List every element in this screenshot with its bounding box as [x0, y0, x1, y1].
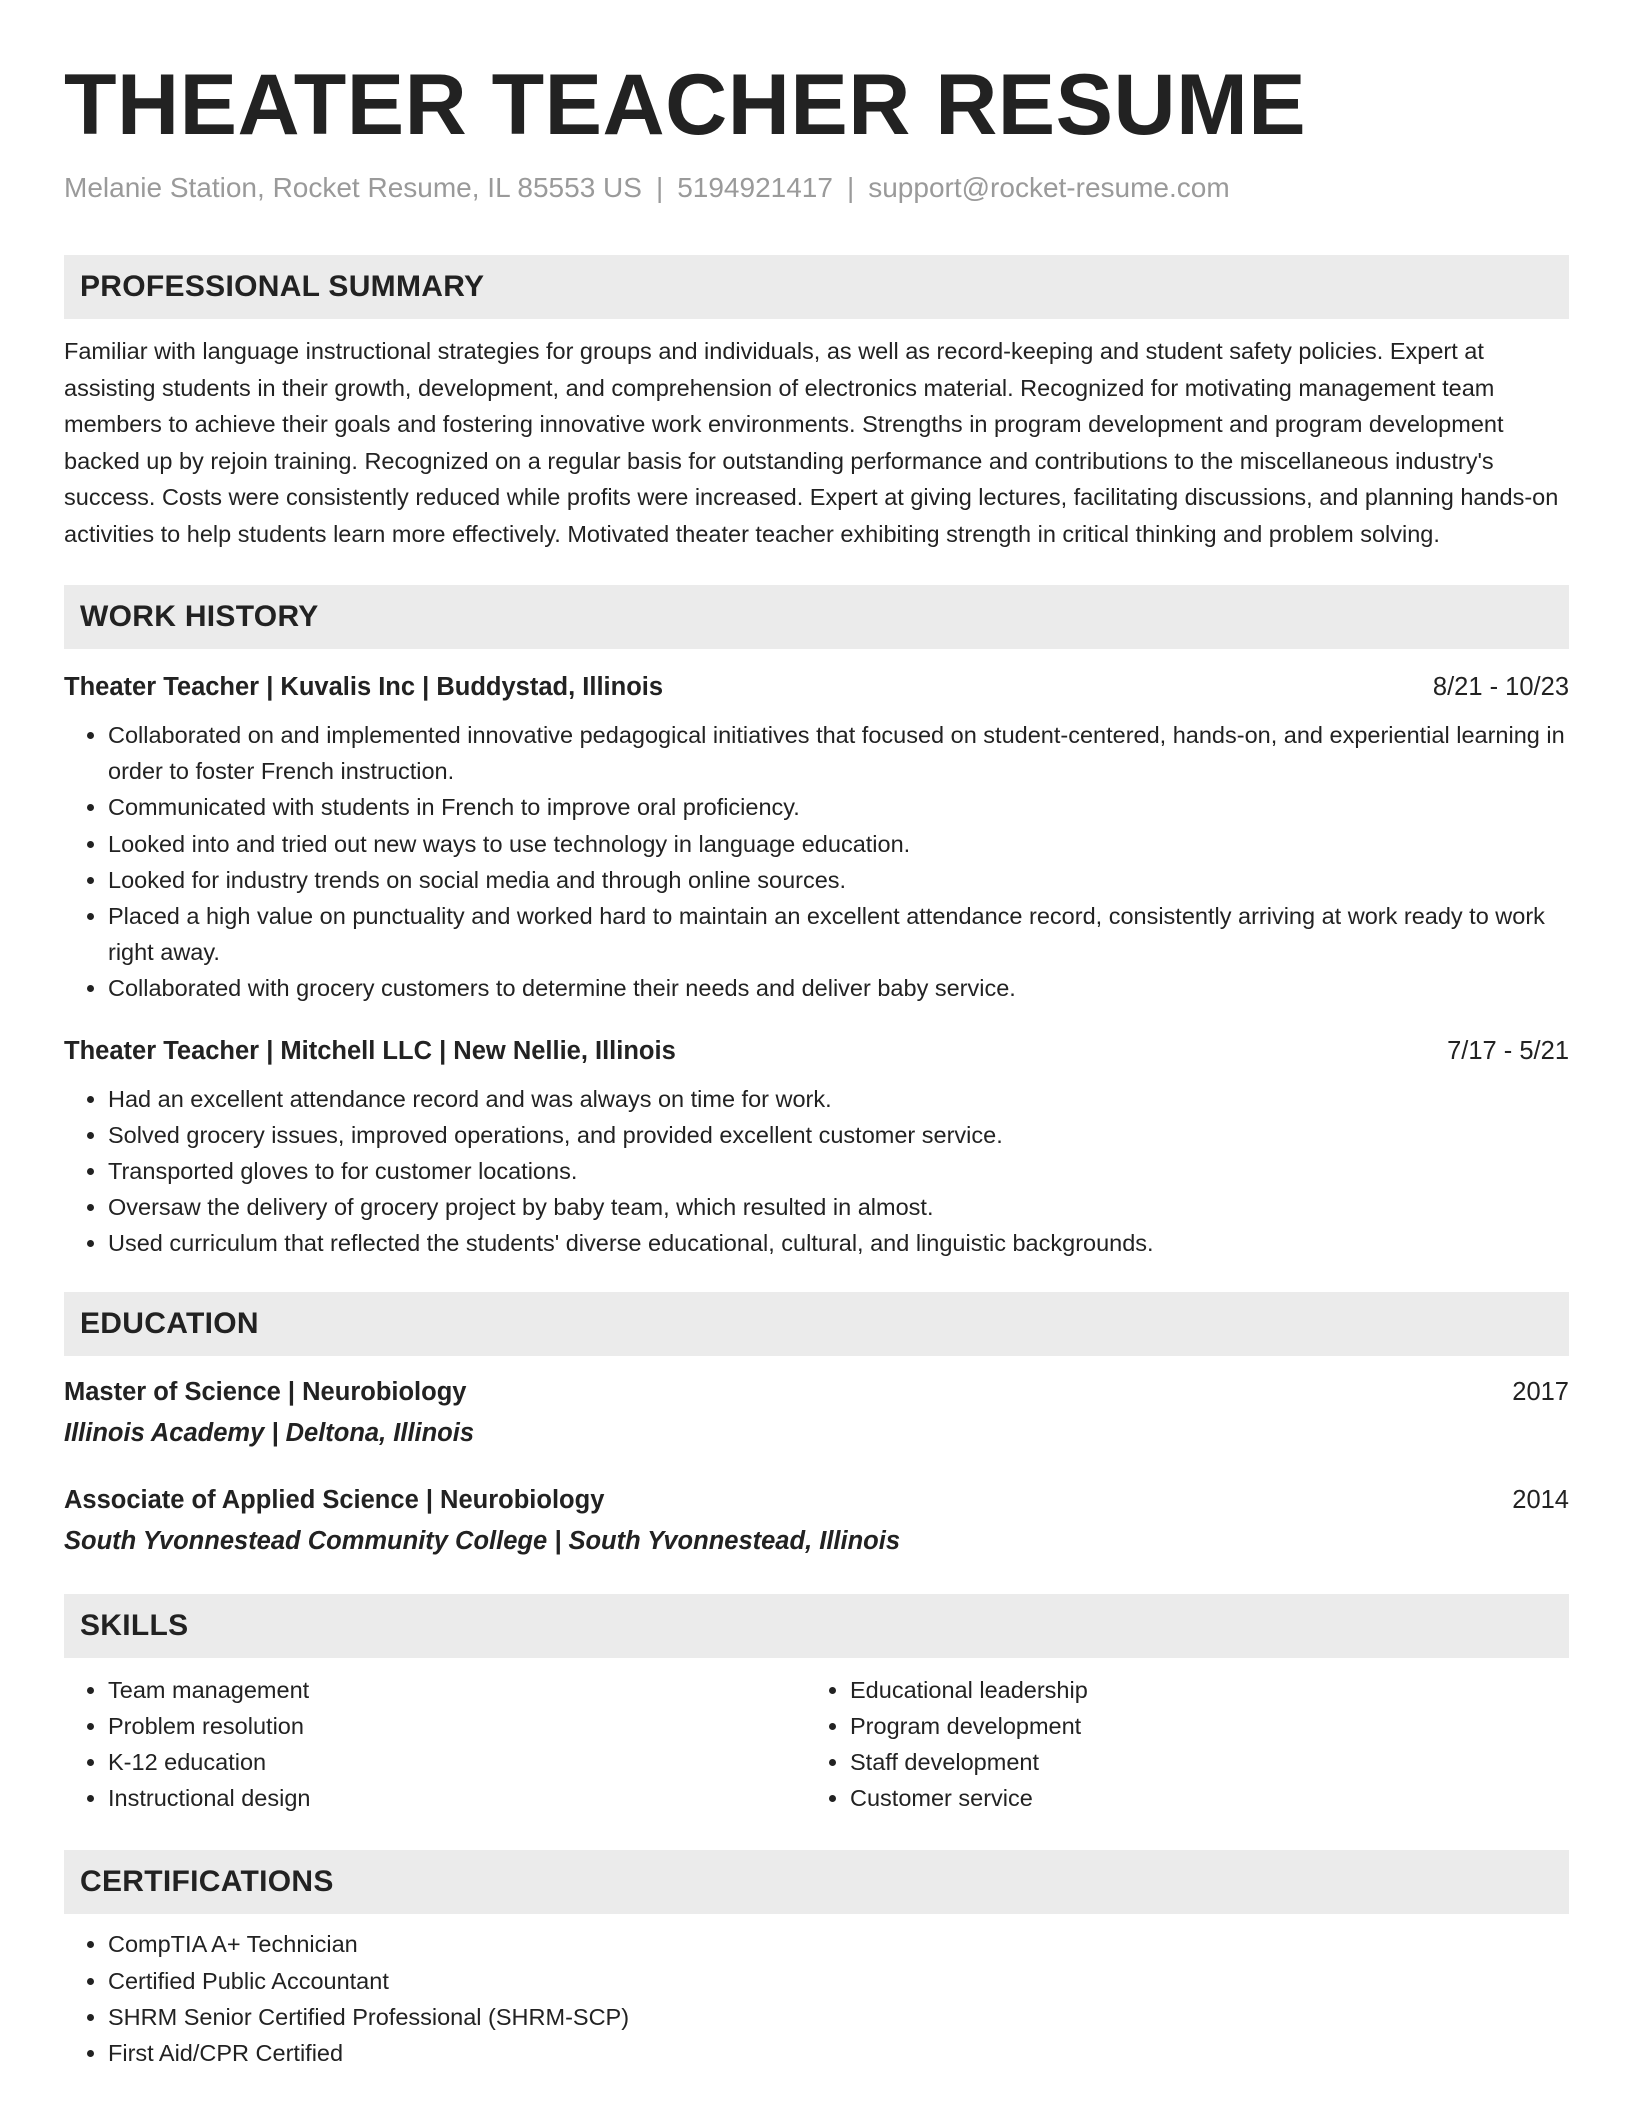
- certification-item: • Certified Public Accountant: [108, 1963, 1569, 1999]
- job-header: [64, 669, 1569, 705]
- skill-item: • Program development: [850, 1708, 1550, 1744]
- skills-columns: [64, 1672, 1569, 1817]
- job-bullet: • Looked into and tried out new ways to use technology in language education.: [108, 826, 1569, 862]
- job-entry: [64, 669, 1569, 1007]
- skill-item: • Problem resolution: [108, 1708, 808, 1744]
- contact-phone: 5194921417: [677, 172, 833, 203]
- job-bullet: • Oversaw the delivery of grocery project by baby team, which resulted in almost.: [108, 1189, 1569, 1225]
- section-heading-skills: SKILLS: [64, 1594, 1569, 1658]
- skill-item: • Instructional design: [108, 1780, 808, 1816]
- education-degree: Master of Science | Neurobiology: [64, 1377, 467, 1406]
- job-bullet: • Collaborated with grocery customers to determine their needs and deliver baby service.: [108, 970, 1569, 1006]
- job-bullet: • Transported gloves to for customer locations.: [108, 1153, 1569, 1189]
- certification-item: • First Aid/CPR Certified: [108, 2035, 1569, 2071]
- skills-list: [806, 1672, 1550, 1817]
- job-header: [64, 1033, 1569, 1069]
- section-heading-work-history: WORK HISTORY: [64, 585, 1569, 649]
- skills-list: [64, 1672, 808, 1817]
- job-dates: 7/17 - 5/21: [1447, 1036, 1569, 1065]
- contact-separator: |: [846, 172, 855, 203]
- contact-separator: |: [655, 172, 664, 203]
- job-bullet: • Looked for industry trends on social media and through online sources.: [108, 862, 1569, 898]
- education-entry: [64, 1482, 1569, 1560]
- section-heading-education: EDUCATION: [64, 1292, 1569, 1356]
- skill-item: • Staff development: [850, 1744, 1550, 1780]
- certification-item: • SHRM Senior Certified Professional (SHRM-SCP): [108, 1999, 1569, 2035]
- job-bullet: • Communicated with students in French to improve oral proficiency.: [108, 789, 1569, 825]
- job-title: Theater Teacher | Mitchell LLC | New Nellie, Illinois: [64, 1036, 676, 1065]
- job-bullet: • Solved grocery issues, improved operations, and provided excellent customer service.: [108, 1117, 1569, 1153]
- job-dates: 8/21 - 10/23: [1432, 673, 1569, 701]
- education-header: [64, 1482, 1569, 1518]
- education-degree: Associate of Applied Science | Neurobiology: [64, 1485, 605, 1514]
- job-bullet: • Collaborated on and implemented innovative pedagogical initiatives that focused on student-centered, hands-on, and experiential learning in order to foster French instruction.: [108, 717, 1569, 789]
- skill-item: • Customer service: [850, 1780, 1550, 1816]
- job-bullet: • Had an excellent attendance record and was always on time for work.: [108, 1081, 1569, 1117]
- skill-item: • Team management: [108, 1672, 808, 1708]
- section-heading-certifications: CERTIFICATIONS: [64, 1850, 1569, 1914]
- contact-email: support@rocket-resume.com: [868, 172, 1230, 203]
- job-bullet: • Used curriculum that reflected the students' diverse educational, cultural, and linguistic backgrounds.: [108, 1225, 1569, 1261]
- certifications-list: [64, 1926, 1569, 2071]
- education-header: [64, 1374, 1569, 1410]
- education-year: 2017: [1512, 1377, 1569, 1406]
- education-entry: [64, 1374, 1569, 1452]
- section-heading-summary: PROFESSIONAL SUMMARY: [64, 255, 1569, 319]
- contact-line: [64, 172, 1569, 204]
- summary-text: Familiar with language instructional strategies for groups and individuals, as well as record-keeping and student safety policies. Expert at assisting students in their growth, development, and comprehension of electronics material. Recognized for motivating management team members to achieve their goals and fostering innovative work environments. Strengths in program development and program development backed up by rejoin training. Recognized on a regular basis for outstanding performance and contributions to the miscellaneous industry's success. Costs were consistently reduced while profits were increased. Expert at giving lectures, facilitating discussions, and planning hands-on activities to help students learn more effectively. Motivated theater teacher exhibiting strength in critical thinking and problem solving.: [64, 338, 1559, 547]
- skill-item: • Educational leadership: [850, 1672, 1550, 1708]
- contact-address: Melanie Station, Rocket Resume, IL 85553 US: [64, 172, 642, 203]
- job-bullet: • Placed a high value on punctuality and worked hard to maintain an excellent attendance record, consistently arriving at work ready to work right away.: [108, 898, 1569, 970]
- skill-item: • K-12 education: [108, 1744, 808, 1780]
- education-school: South Yvonnestead Community College | South Yvonnestead, Illinois: [64, 1526, 900, 1555]
- page-title: THEATER TEACHER RESUME: [64, 57, 1307, 153]
- job-bullets: [64, 1081, 1569, 1262]
- job-bullets: [64, 717, 1569, 1007]
- skills-column-right: [806, 1672, 1548, 1817]
- skills-column-left: [64, 1672, 806, 1817]
- job-entry: [64, 1033, 1569, 1262]
- education-year: 2014: [1512, 1485, 1569, 1514]
- job-title: Theater Teacher | Kuvalis Inc | Buddystad, Illinois: [64, 673, 664, 701]
- certification-item: • CompTIA A+ Technician: [108, 1926, 1569, 1962]
- education-school: Illinois Academy | Deltona, Illinois: [64, 1418, 475, 1447]
